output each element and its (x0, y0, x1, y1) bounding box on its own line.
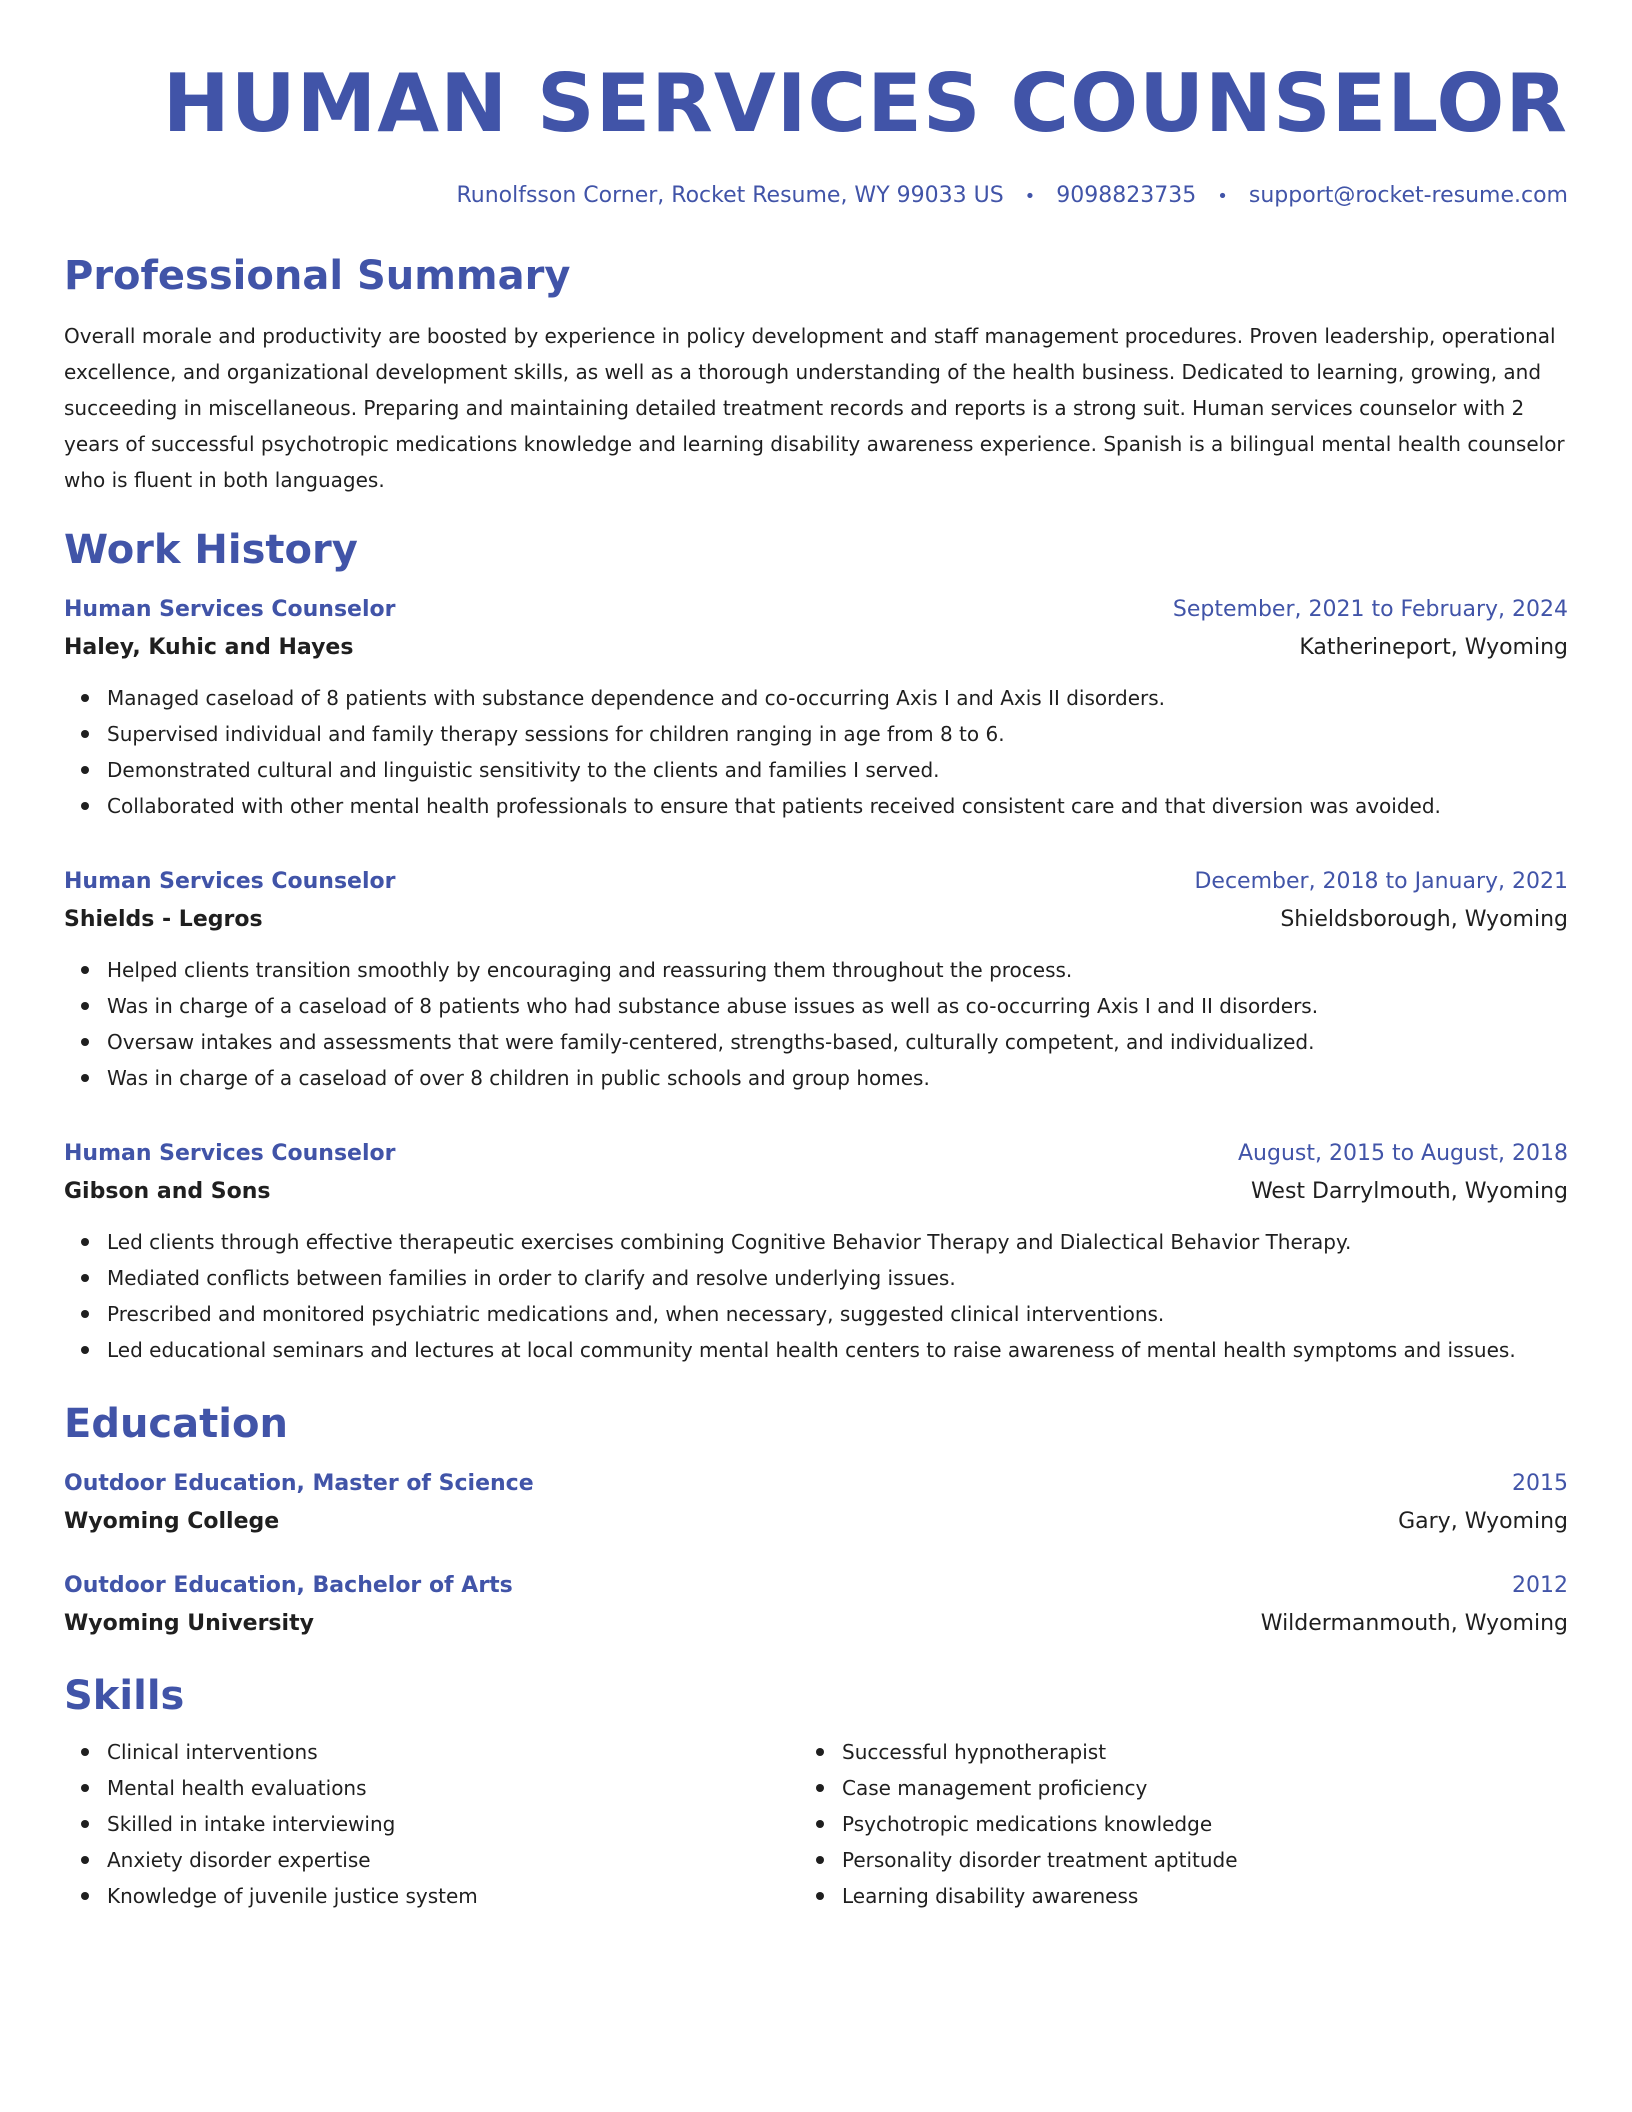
job-company: Shields - Legros (64, 907, 263, 932)
list-item: Supervised individual and family therapy sessions for children ranging in age from 8 to 6. (107, 716, 1568, 752)
list-item: Was in charge of a caseload of over 8 children in public schools and group homes. (107, 1060, 1568, 1096)
list-item: Oversaw intakes and assessments that were family-centered, strengths-based, culturally competent, and individualized. (107, 1024, 1568, 1060)
job-role: Human Services Counselor (64, 597, 396, 622)
skill-item: Psychotropic medications knowledge (842, 1806, 1238, 1842)
education-location: Wildermanmouth, Wyoming (1260, 1611, 1568, 1636)
job-location: Katherineport, Wyoming (1299, 635, 1568, 660)
skill-item: Anxiety disorder expertise (107, 1842, 799, 1878)
summary-text: Overall morale and productivity are boosted by experience in policy development and staff management procedures. Proven leadership, operational excellence, and organizational development skills, as well as a thorough understanding of the health business. Dedicated to learning, growing, and succeeding in miscellaneous. Preparing and maintaining detailed treatment records and reports is a strong suit. Human services counselor with 2 years of successful psychotropic medications knowledge and learning disability awareness experience. Spanish is a bilingual mental health counselor who is fluent in both languages. (64, 324, 1565, 492)
skill-item: Knowledge of juvenile justice system (107, 1878, 799, 1914)
list-item: Helped clients transition smoothly by encouraging and reassuring them throughout the process. (107, 952, 1568, 988)
education-entry (64, 1568, 1568, 1644)
job-dates: September, 2021 to February, 2024 (1172, 597, 1568, 622)
summary-heading: Professional Summary (64, 253, 571, 299)
education-school: Wyoming College (64, 1509, 280, 1534)
job-entry (64, 592, 1568, 824)
education-year: 2015 (1512, 1471, 1568, 1496)
skill-item: Clinical interventions (107, 1734, 799, 1770)
contact-separator: • (1217, 186, 1228, 207)
job-location: Shieldsborough, Wyoming (1280, 907, 1568, 932)
skill-item: Case management proficiency (842, 1770, 1238, 1806)
contact-email: support@rocket-resume.com (1248, 183, 1568, 208)
education-degree: Outdoor Education, Master of Science (64, 1471, 534, 1496)
list-item: Was in charge of a caseload of 8 patients who had substance abuse issues as well as co-occurring Axis I and II disorders. (107, 988, 1568, 1024)
job-bullets (64, 1224, 1568, 1368)
job-bullets (64, 680, 1568, 824)
job-dates: August, 2015 to August, 2018 (1238, 1141, 1568, 1166)
skills-heading: Skills (64, 1673, 185, 1719)
education-entry (64, 1466, 1568, 1542)
job-location: West Darrylmouth, Wyoming (1250, 1179, 1568, 1204)
job-entry (64, 864, 1568, 1096)
job-role: Human Services Counselor (64, 1141, 396, 1166)
work-history-heading: Work History (64, 527, 358, 573)
list-item: Mediated conflicts between families in order to clarify and resolve underlying issues. (107, 1260, 1568, 1296)
education-school: Wyoming University (64, 1611, 314, 1636)
skills-column-left (64, 1734, 799, 1914)
job-dates: December, 2018 to January, 2021 (1194, 869, 1568, 894)
skill-item: Personality disorder treatment aptitude (842, 1842, 1238, 1878)
resume-title: HUMAN SERVICES COUNSELOR (162, 57, 1568, 150)
list-item: Led clients through effective therapeutic exercises combining Cognitive Behavior Therapy and Dialectical Behavior Therapy. (107, 1224, 1568, 1260)
education-degree: Outdoor Education, Bachelor of Arts (64, 1573, 513, 1598)
contact-phone: 9098823735 (1056, 183, 1197, 208)
skills-column-right (799, 1734, 1238, 1914)
skill-item: Successful hypnotherapist (842, 1734, 1238, 1770)
skill-item: Skilled in intake interviewing (107, 1806, 799, 1842)
job-company: Haley, Kuhic and Hayes (64, 635, 354, 660)
contact-separator: • (1024, 186, 1036, 207)
list-item: Led educational seminars and lectures at local community mental health centers to raise awareness of mental health symptoms and issues. (107, 1332, 1568, 1368)
list-item: Collaborated with other mental health professionals to ensure that patients received consistent care and that diversion was avoided. (107, 788, 1568, 824)
skills-list (64, 1734, 1568, 1914)
job-entry (64, 1136, 1568, 1368)
job-company: Gibson and Sons (64, 1179, 271, 1204)
contact-line (64, 180, 1568, 212)
skill-item: Mental health evaluations (107, 1770, 799, 1806)
contact-address: Runolfsson Corner, Rocket Resume, WY 99033 US (456, 183, 1004, 208)
education-year: 2012 (1512, 1573, 1568, 1598)
job-bullets (64, 952, 1568, 1096)
list-item: Prescribed and monitored psychiatric medications and, when necessary, suggested clinical interventions. (107, 1296, 1568, 1332)
education-location: Gary, Wyoming (1398, 1509, 1568, 1534)
job-role: Human Services Counselor (64, 869, 396, 894)
education-heading: Education (64, 1401, 288, 1447)
list-item: Demonstrated cultural and linguistic sensitivity to the clients and families I served. (107, 752, 1568, 788)
skill-item: Learning disability awareness (842, 1878, 1238, 1914)
list-item: Managed caseload of 8 patients with substance dependence and co-occurring Axis I and Axis II disorders. (107, 680, 1568, 716)
